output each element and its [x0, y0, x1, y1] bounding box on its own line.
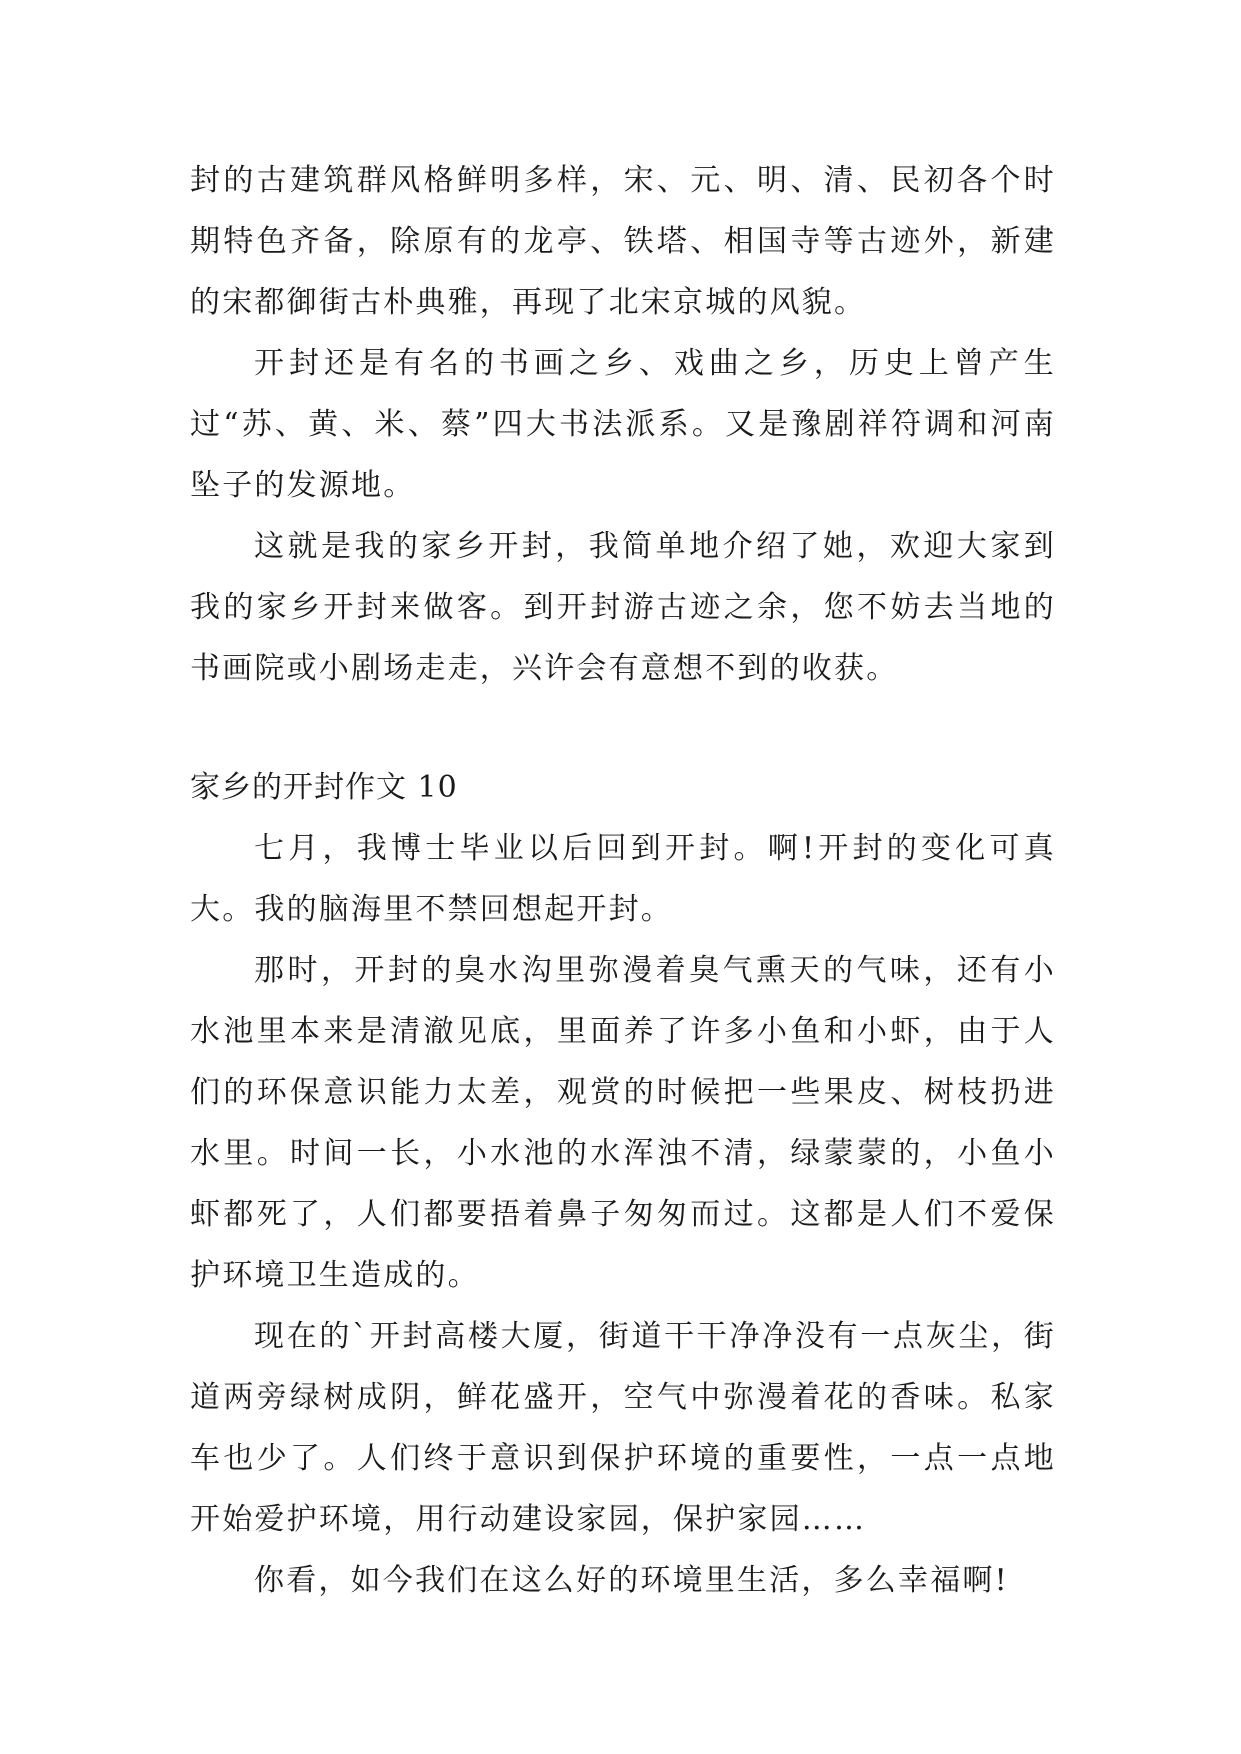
paragraph: 现在的`开封高楼大厦，街道干干净净没有一点灰尘，街道两旁绿树成阴，鲜花盛开，空气中弥漫着花的香味。私家车也少了。人们终于意识到保护环境的重要性，一点一点地开始爱护环境，用行动建设家园，保护家园……: [190, 1319, 1056, 1537]
paragraph: 你看，如今我们在这么好的环境里生活，多么幸福啊!: [254, 1563, 1009, 1598]
paragraph: 这就是我的家乡开封，我简单地介绍了她，欢迎大家到我的家乡开封来做客。到开封游古迹之余，您不妨去当地的书画院或小剧场走走，兴许会有意想不到的收获。: [190, 529, 1056, 686]
paragraph: 那时，开封的臭水沟里弥漫着臭气熏天的气味，还有小水池里本来是清澈见底，里面养了许多小鱼和小虾，由于人们的环保意识能力太差，观赏的时候把一些果皮、树枝扔进水里。时间一长，小水池的水浑浊不清，绿蒙蒙的，小鱼小虾都死了，人们都要捂着鼻子匆匆而过。这都是人们不爱保护环境卫生造成的。: [190, 953, 1056, 1293]
document-page: [190, 150, 1056, 1611]
paragraph: 七月，我博士毕业以后回到开封。啊!开封的变化可真大。我的脑海里不禁回想起开封。: [190, 831, 1056, 927]
paragraph-continued: 封的古建筑群风格鲜明多样，宋、元、明、清、民初各个时期特色齐备，除原有的龙亭、铁塔、相国寺等古迹外，新建的宋都御街古朴典雅，再现了北宋京城的风貌。: [190, 163, 1056, 320]
paragraph: 开封还是有名的书画之乡、戏曲之乡，历史上曾产生过“苏、黄、米、蔡”四大书法派系。又是豫剧祥符调和河南坠子的发源地。: [190, 346, 1056, 503]
section-title: 家乡的开封作文 10: [190, 770, 458, 805]
